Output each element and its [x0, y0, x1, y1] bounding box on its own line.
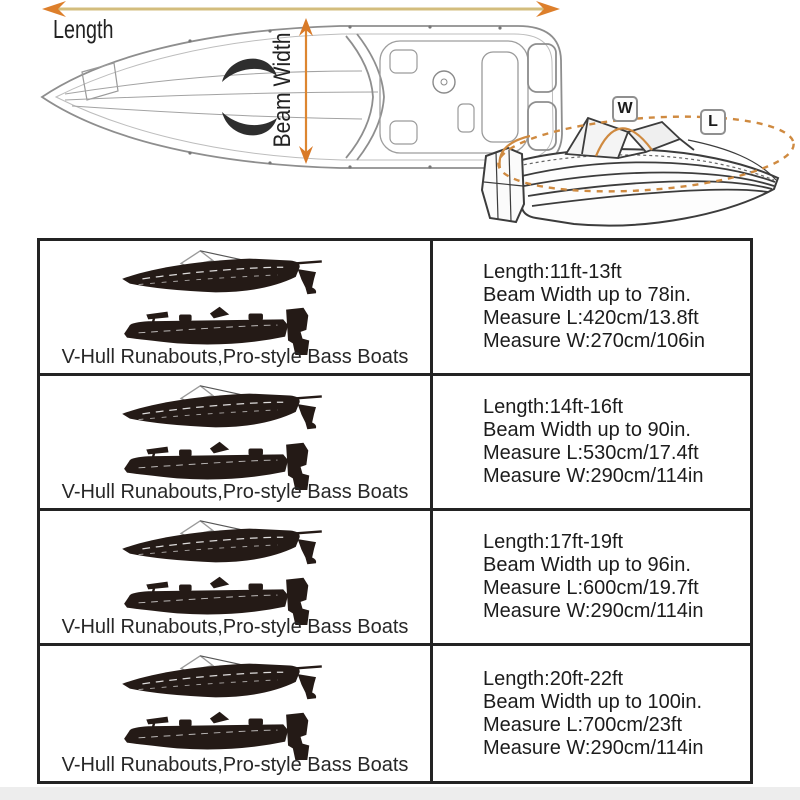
- boat-type-cell: [40, 376, 433, 508]
- spec-line: Measure L:530cm/17.4ft: [483, 442, 699, 464]
- spec-line: Measure W:290cm/114in: [483, 465, 704, 487]
- boat-type-label: V-Hull Runabouts,Pro-style Bass Boats: [61, 754, 409, 776]
- spec-line: Beam Width up to 96in.: [483, 554, 691, 576]
- length-badge: L: [700, 109, 726, 135]
- boat-silhouettes-icon: [119, 517, 351, 625]
- size-spec-cell: [433, 511, 750, 643]
- width-badge: W: [612, 96, 638, 122]
- size-spec-cell: [433, 646, 750, 781]
- spec-line: Beam Width up to 78in.: [483, 284, 691, 306]
- boat-silhouettes-icon: [119, 652, 351, 760]
- spec-line: Length:11ft-13ft: [483, 261, 622, 283]
- boat-silhouettes-icon: [119, 247, 351, 355]
- size-spec-cell: [433, 376, 750, 508]
- bottom-margin-strip: [0, 787, 800, 800]
- boat-type-label: V-Hull Runabouts,Pro-style Bass Boats: [61, 616, 409, 638]
- spec-line: Beam Width up to 100in.: [483, 690, 703, 713]
- spec-line: Measure L:700cm/23ft: [483, 713, 682, 736]
- table-row: [40, 511, 750, 646]
- table-row: [40, 376, 750, 511]
- spec-line: Beam Width up to 90in.: [483, 419, 691, 441]
- beam-width-label: Beam Width: [269, 32, 296, 148]
- spec-line: Measure W:290cm/114in: [483, 736, 704, 759]
- covered-boat-drawing: [478, 92, 800, 235]
- spec-line: Measure L:600cm/19.7ft: [483, 577, 699, 599]
- boat-type-cell: [40, 241, 433, 373]
- boat-type-cell: [40, 511, 433, 643]
- spec-line: Length:17ft-19ft: [483, 531, 624, 553]
- boat-silhouettes-icon: [119, 382, 351, 490]
- spec-line: Measure W:270cm/106in: [483, 330, 705, 352]
- size-spec-cell: [433, 241, 750, 373]
- size-table: [37, 238, 753, 784]
- boat-type-cell: [40, 646, 433, 781]
- table-row: [40, 646, 750, 781]
- length-label: Length: [53, 14, 114, 44]
- spec-line: Measure W:290cm/114in: [483, 600, 704, 622]
- spec-line: Measure L:420cm/13.8ft: [483, 307, 699, 329]
- beam-width-arrow-icon: [295, 16, 317, 166]
- spec-line: Length:20ft-22ft: [483, 667, 624, 690]
- table-row: [40, 241, 750, 376]
- boat-type-label: V-Hull Runabouts,Pro-style Bass Boats: [61, 481, 409, 503]
- spec-line: Length:14ft-16ft: [483, 396, 624, 418]
- boat-type-label: V-Hull Runabouts,Pro-style Bass Boats: [61, 346, 409, 368]
